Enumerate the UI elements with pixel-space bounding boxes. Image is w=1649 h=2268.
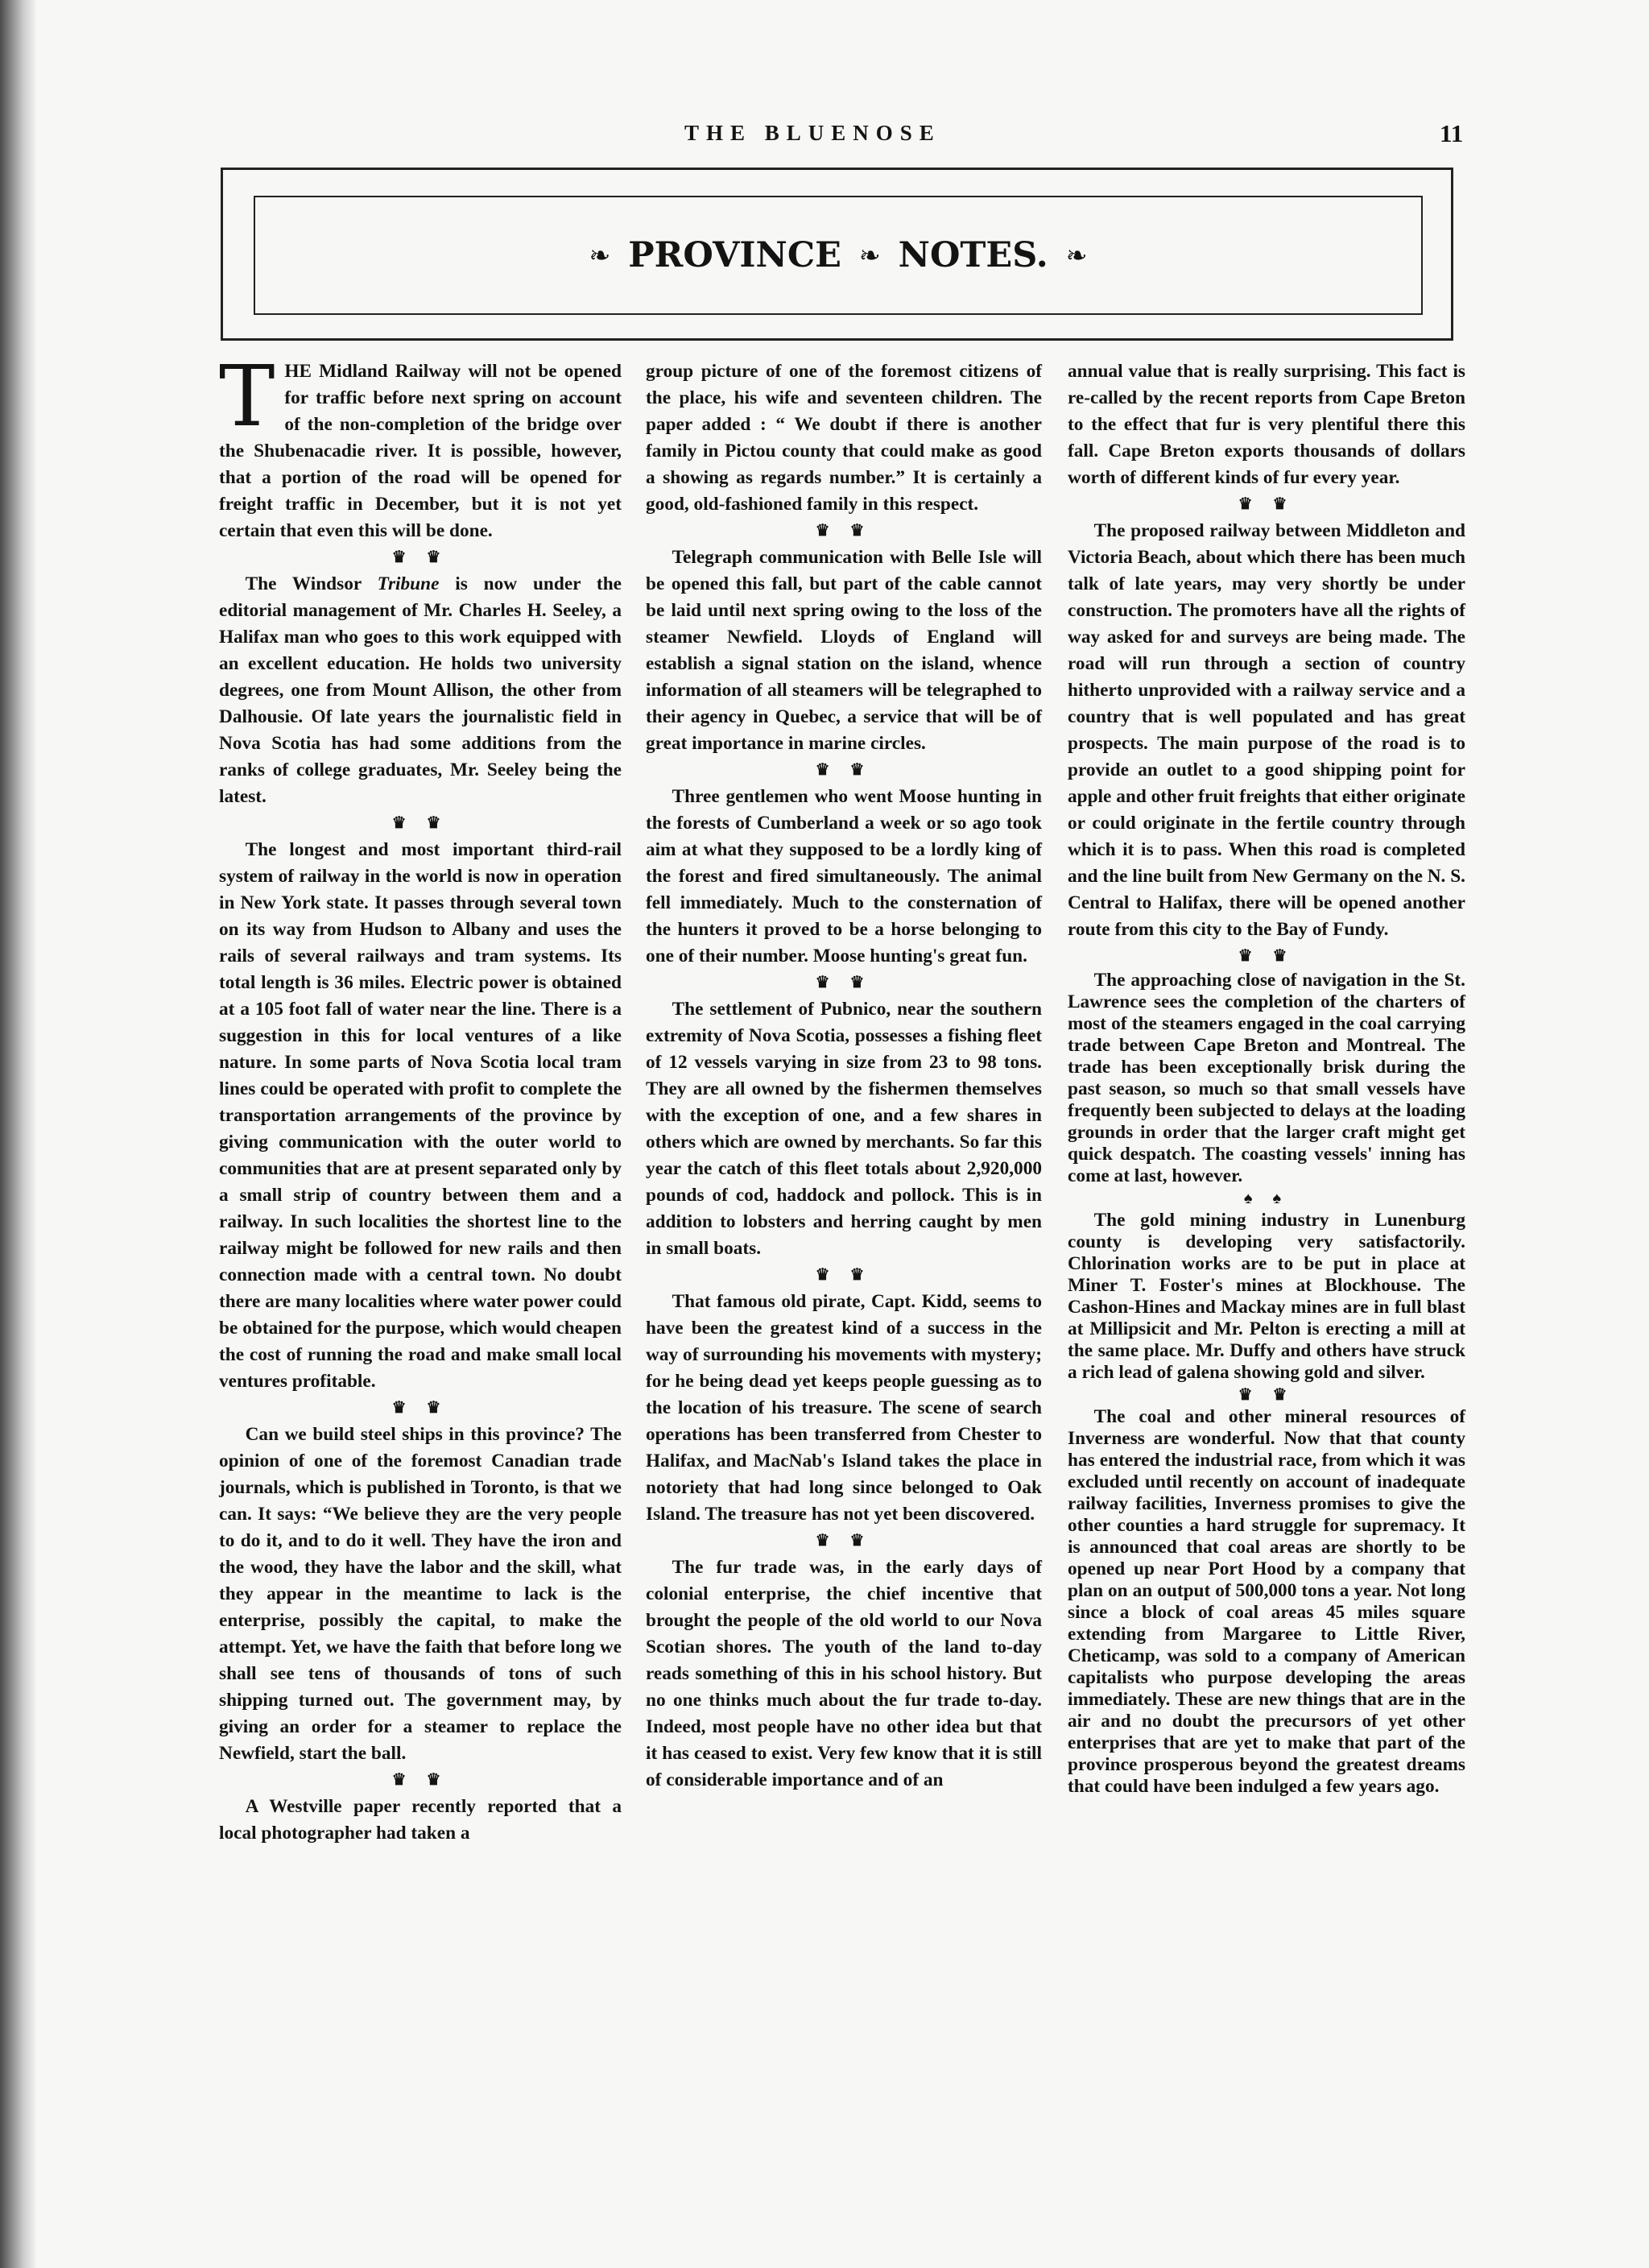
fleuron-icon: ❧	[589, 240, 611, 271]
article-belle-isle-telegraph: Telegraph communication with Belle Isle will be opened this fall, but part of the cable cannot be laid until next spring owing to the loss of the steamer Newfield. Lloyds of England will establish a signal station on the island, whence information of all steamers will be telegraphed to their agency in Quebec, a service that will be of great importance in marine circles.	[646, 547, 1042, 754]
separator-ornament: ♛ ♛	[815, 522, 873, 540]
separator-ornament: ♛ ♛	[1238, 947, 1296, 965]
separator-ornament: ♛ ♛	[815, 1532, 873, 1550]
section-title-word-1: PROVINCE	[628, 235, 841, 275]
column-1	[219, 347, 622, 1847]
article-moose-hunting: Three gentlemen who went Moose hunting in the forests of Cumberland a week or so ago took aim at what they supposed to be a lordly king of the forest and fired simultaneously. The animal fell immediately. Much to the consternation of the hunters it proved to be a horse belonging to one of their number. Moose hunting's great fun.	[646, 786, 1042, 966]
title-frame-inner	[254, 196, 1423, 315]
article-fur-trade: The fur trade was, in the early days of colonial enterprise, the chief incentive that brought the people of the old world to our Nova Scotian shores. The youth of the land to-day reads something of this in his school history. But no one thinks much about the fur trade to-day. Indeed, most people have no other idea but that it has ceased to exist. Very few know that it is still of considerable importance and of an	[646, 1557, 1042, 1790]
separator-ornament: ♛ ♛	[815, 1266, 873, 1284]
section-title	[589, 235, 1087, 275]
drop-cap: T	[219, 347, 275, 445]
article-westville-photographer: A Westville paper recently reported that a local photographer had taken a	[219, 1796, 622, 1844]
separator-ornament: ♠ ♠	[1243, 1190, 1290, 1207]
running-head: THE BLUENOSE	[684, 121, 941, 145]
column-2	[646, 358, 1042, 1794]
separator-ornament: ♛ ♛	[391, 1771, 449, 1789]
page-number: 11	[1440, 119, 1464, 147]
section-title-word-2: NOTES.	[898, 235, 1048, 275]
separator-ornament: ♛ ♛	[391, 1399, 449, 1417]
article-westville-continued: group picture of one of the foremost citizens of the place, his wife and seventeen children. The paper added : “ We doubt if there is another family in Pictou county that could make as good a showing as regards number.” It is certainly a good, old-fashioned family in this respect.	[646, 361, 1042, 515]
article-pubnico-fleet: The settlement of Pubnico, near the southern extremity of Nova Scotia, possesses a fishing fleet of 12 vessels varying in size from 23 to 98 tons. They are all owned by the fishermen themselves with the exception of one, and a few shares in others which are owned by merchants. So far this year the catch of this fleet totals about 2,920,000 pounds of cod, haddock and pollock. This is in addition to lobsters and herring caught by men in small boats.	[646, 999, 1042, 1259]
separator-ornament: ♛ ♛	[815, 974, 873, 991]
article-capt-kidd: That famous old pirate, Capt. Kidd, seems to have been the greatest kind of a success in the way of surrounding his movements with mystery; for he being dead yet keeps people guessing as to the location of his treasure. The scene of search operations has been transferred from Chester to Halifax, and MacNab's Island takes the place in notoriety that had long since belonged to Oak Island. The treasure has not yet been discovered.	[646, 1291, 1042, 1525]
article-inverness-coal: The coal and other mineral resources of Inverness are wonderful. Now that that county has entered the industrial race, from which it was excluded until recently on account of inadequate railway facilities, Inverness promises to give the other counties a hard struggle for supremacy. It is announced that coal areas are shortly to be opened up near Port Hood by a company that plan on an output of 500,000 tons a year. Not long since a block of coal areas 45 miles square extending from Margaree to Little River, Cheticamp, was sold to a company of American capitalists who purpose developing the areas immediately. These are new things that are in the air and no doubt the precursors of yet other enterprises that are yet to make that part of the province prosperous beyond the greatest dreams that could have been indulged a few years ago.	[1068, 1406, 1465, 1797]
separator-ornament: ♛ ♛	[1238, 1386, 1296, 1404]
article-steel-ships: Can we build steel ships in this province? The opinion of one of the foremost Canadian trade journals, which is published in Toronto, is that we can. It says: “We believe they are the very people to do it, and to do it well. They have the iron and the wood, they have the labor and the skill, what they appear in the meantime to lack is the enterprise, possibly the capital, to make the attempt. Yet, we have the faith that before long we shall see tens of thousands of tons of such shipping turned out. The government may, by giving an order for a steamer to replace the Newfield, start the ball.	[219, 1424, 622, 1764]
article-windsor-tribune: The Windsor Tribune is now under the editorial management of Mr. Charles H. Seeley, a Halifax man who goes to this work equipped with an excellent education. He holds two university degrees, one from Mount Allison, the other from Dalhousie. Of late years the journalistic field in Nova Scotia has had some additions from the ranks of college graduates, Mr. Seeley being the latest.	[219, 573, 622, 807]
article-st-lawrence-navigation: The approaching close of navigation in the St. Lawrence sees the completion of the charters of most of the steamers engaged in the coal carrying trade between Cape Breton and Montreal. The trade has been exceptionally brisk during the past season, so much so that small vessels have frequently been subjected to delays at the loading grounds in order that the larger craft might get quick despatch. The coasting vessels' inning has come at last, however.	[1068, 970, 1465, 1186]
article-third-rail-system: The longest and most important third-rail system of railway in the world is now in operation in New York state. It passes through several town on its way from Hudson to Albany and uses the rails of several railways and tram systems. Its total length is 36 miles. Electric power is obtained at a 105 foot fall of water near the line. There is a suggestion in this for local ventures of a like nature. In some parts of Nova Scotia local tram lines could be operated with profit to complete the transportation arrangements of the province by giving communication with the outer world to communities that are at present separated only by a small strip of country between them and a railway. In such localities the shortest line to the railway might be followed for new rails and then connection made with a central town. No doubt there are many localities where water power could be obtained for the purpose, which would cheapen the cost of running the road and make small local ventures profitable.	[219, 839, 622, 1392]
fleuron-icon: ❧	[858, 240, 881, 271]
page-binding-edge	[0, 0, 35, 2268]
article-midland-railway: THE Midland Railway will not be opened for traffic before next spring on account of the non-completion of the bridge over the Shubenacadie river. It is possible, however, that a portion of the road will be opened for freight traffic in December, but it is not yet certain that even this will be done.	[219, 347, 622, 541]
separator-ornament: ♛ ♛	[391, 548, 449, 566]
separator-ornament: ♛ ♛	[815, 761, 873, 779]
separator-ornament: ♛ ♛	[1238, 495, 1296, 513]
article-lunenburg-gold: The gold mining industry in Lunenburg county is developing very satisfactorily. Chlorination works are to be put in place at Miner T. Foster's mines at Blockhouse. The Cashon-Hines and Mackay mines are in full blast at Millipsicit and Mr. Pelton is erecting a mill at the same place. Mr. Duffy and others have struck a rich lead of galena showing gold and silver.	[1068, 1210, 1465, 1383]
fleuron-icon: ❧	[1065, 240, 1088, 271]
separator-ornament: ♛ ♛	[391, 814, 449, 832]
article-middleton-railway: The proposed railway between Middleton and Victoria Beach, about which there has been much talk of late years, may very shortly be under construction. The promoters have all the rights of way asked for and surveys are being made. The road will run through a section of country hitherto unprovided with a railway service and a country that is well populated and has great prospects. The main purpose of the road is to provide an outlet to a good shipping point for apple and other fruit freights that either originate or could originate in the fertile country through which it is to pass. When this road is completed and the line built from New Germany on the N. S. Central to Halifax, there will be opened another route from this city to the Bay of Fundy.	[1068, 520, 1465, 940]
column-3	[1068, 358, 1465, 1798]
article-fur-trade-continued: annual value that is really surprising. This fact is re-called by the recent reports from Cape Breton to the effect that fur is very plentiful there this fall. Cape Breton exports thousands of dollars worth of different kinds of fur every year.	[1068, 361, 1465, 488]
